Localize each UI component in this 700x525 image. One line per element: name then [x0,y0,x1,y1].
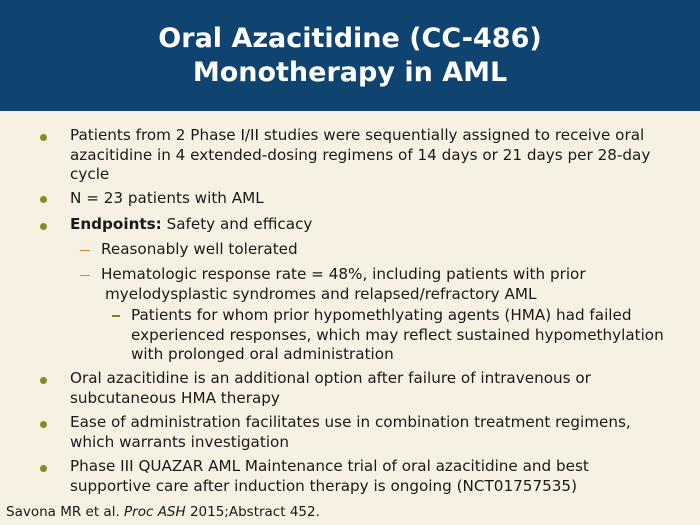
slide-title-line-1: Oral Azacitidine (CC-486) [158,22,542,54]
slide-title-line-2: Monotherapy in AML [192,56,508,88]
dash-icon [80,250,90,251]
citation-journal: Proc ASH [124,504,186,520]
bullet-dot-icon [40,377,47,384]
citation-rest: 2015;Abstract 452. [185,504,320,520]
title-banner [0,0,700,111]
subsub-hma: Patients for whom prior hypomethlyating agents (HMA) had failed experienced responses, which may reflect sustained hypomethylation with prolonged oral administration [131,306,664,363]
citation-authors: Savona MR et al. [6,504,125,520]
bullet-n: N = 23 patients with AML [70,189,264,207]
sub-tolerated: Reasonably well tolerated [101,240,298,258]
bullet-dot-icon [40,134,47,141]
sub-response-line-2: myelodysplastic syndromes and relapsed/refractory AML [105,284,537,303]
bullet-ease: Ease of administration facilitates use in combination treatment regimens, which warrants investigation [70,413,631,451]
bullet-dot-icon [40,223,47,230]
bullet-additional-option: Oral azacitidine is an additional option after failure of intravenous or subcutaneous HMA therapy [70,369,591,407]
bullet-dot-icon [40,196,47,203]
dash-icon [80,275,90,276]
endpoints-label: Endpoints: [70,215,162,233]
bullet-patients: Patients from 2 Phase I/II studies were sequentially assigned to receive oral azacitidine in 4 extended-dosing regimens of 14 days or 21 days per 28-day cycle [70,126,651,183]
bullet-dot-icon [40,465,47,472]
citation [6,504,320,520]
sub-response [101,265,681,304]
bullet-dot-icon [40,421,47,428]
sub-response-line-1: Hematologic response rate = 48%, including patients with prior [101,265,586,283]
bullet-quazar: Phase III QUAZAR AML Maintenance trial of oral azacitidine and best supportive care after induction therapy is ongoing (NCT01757535) [70,457,589,495]
dash-icon [112,315,120,317]
bullet-endpoints [70,215,670,235]
endpoints-text: Safety and efficacy [161,215,313,233]
